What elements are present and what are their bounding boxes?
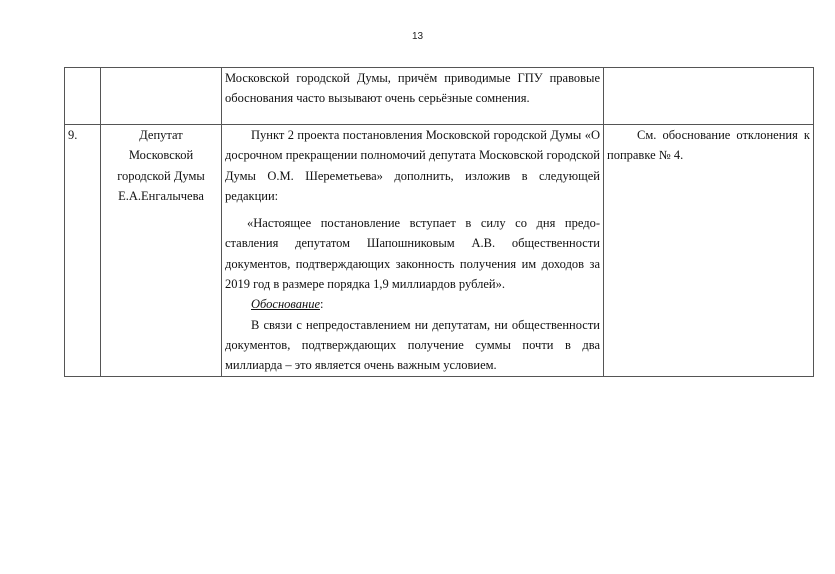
page-number: 13 <box>411 31 424 42</box>
amendment-intro: Пункт 2 проекта постановления Московской городской Думы «О досрочном прекращении полномочий депутата Московской городской Думы О.М. Шереметьева» дополнить, изложив в следующей редакции: <box>225 128 600 203</box>
row-number-cell <box>65 125 101 377</box>
table-row <box>65 68 814 125</box>
conclusion-text: См. обоснование отклонения к поправке № 4. <box>607 128 810 163</box>
conclusion-cell <box>604 68 814 125</box>
amendment-quote: «Настоящее постановление вступает в силу со дня предоставления депутатом Шапошниковым А.В. общественности документов, подтверждающих законность получения им доходов за 2019 год в размере порядка 1,9 миллиардов рублей». <box>225 216 600 292</box>
author-cell <box>101 68 222 125</box>
table-row <box>65 125 814 377</box>
author-line: Депутат <box>139 128 183 142</box>
justification-text: В связи с непредоставлением ни депутатам, ни общественности документов, подтверждающих получение суммы почти в два миллиарда – это является очень важным условием. <box>225 317 600 373</box>
justification-colon: : <box>320 297 324 312</box>
author-line: Московской <box>128 148 194 163</box>
justification-label: Обоснование <box>251 297 320 312</box>
author-line: Е.А.Енгалычева <box>118 188 204 203</box>
author-line: городской Думы <box>117 168 205 183</box>
row-number: 9. <box>68 128 78 142</box>
author-cell <box>101 125 222 377</box>
amendments-table <box>64 67 814 377</box>
amendment-text-cell <box>222 68 604 125</box>
amendment-text-cell <box>222 125 604 377</box>
amendment-continuation: Московской городской Думы, причём приводимые ГПУ правовые обоснования часто вызывают очень серьёзные сомнения. <box>225 71 600 106</box>
justification-heading <box>225 294 600 314</box>
conclusion-cell <box>604 125 814 377</box>
row-number-cell <box>65 68 101 125</box>
